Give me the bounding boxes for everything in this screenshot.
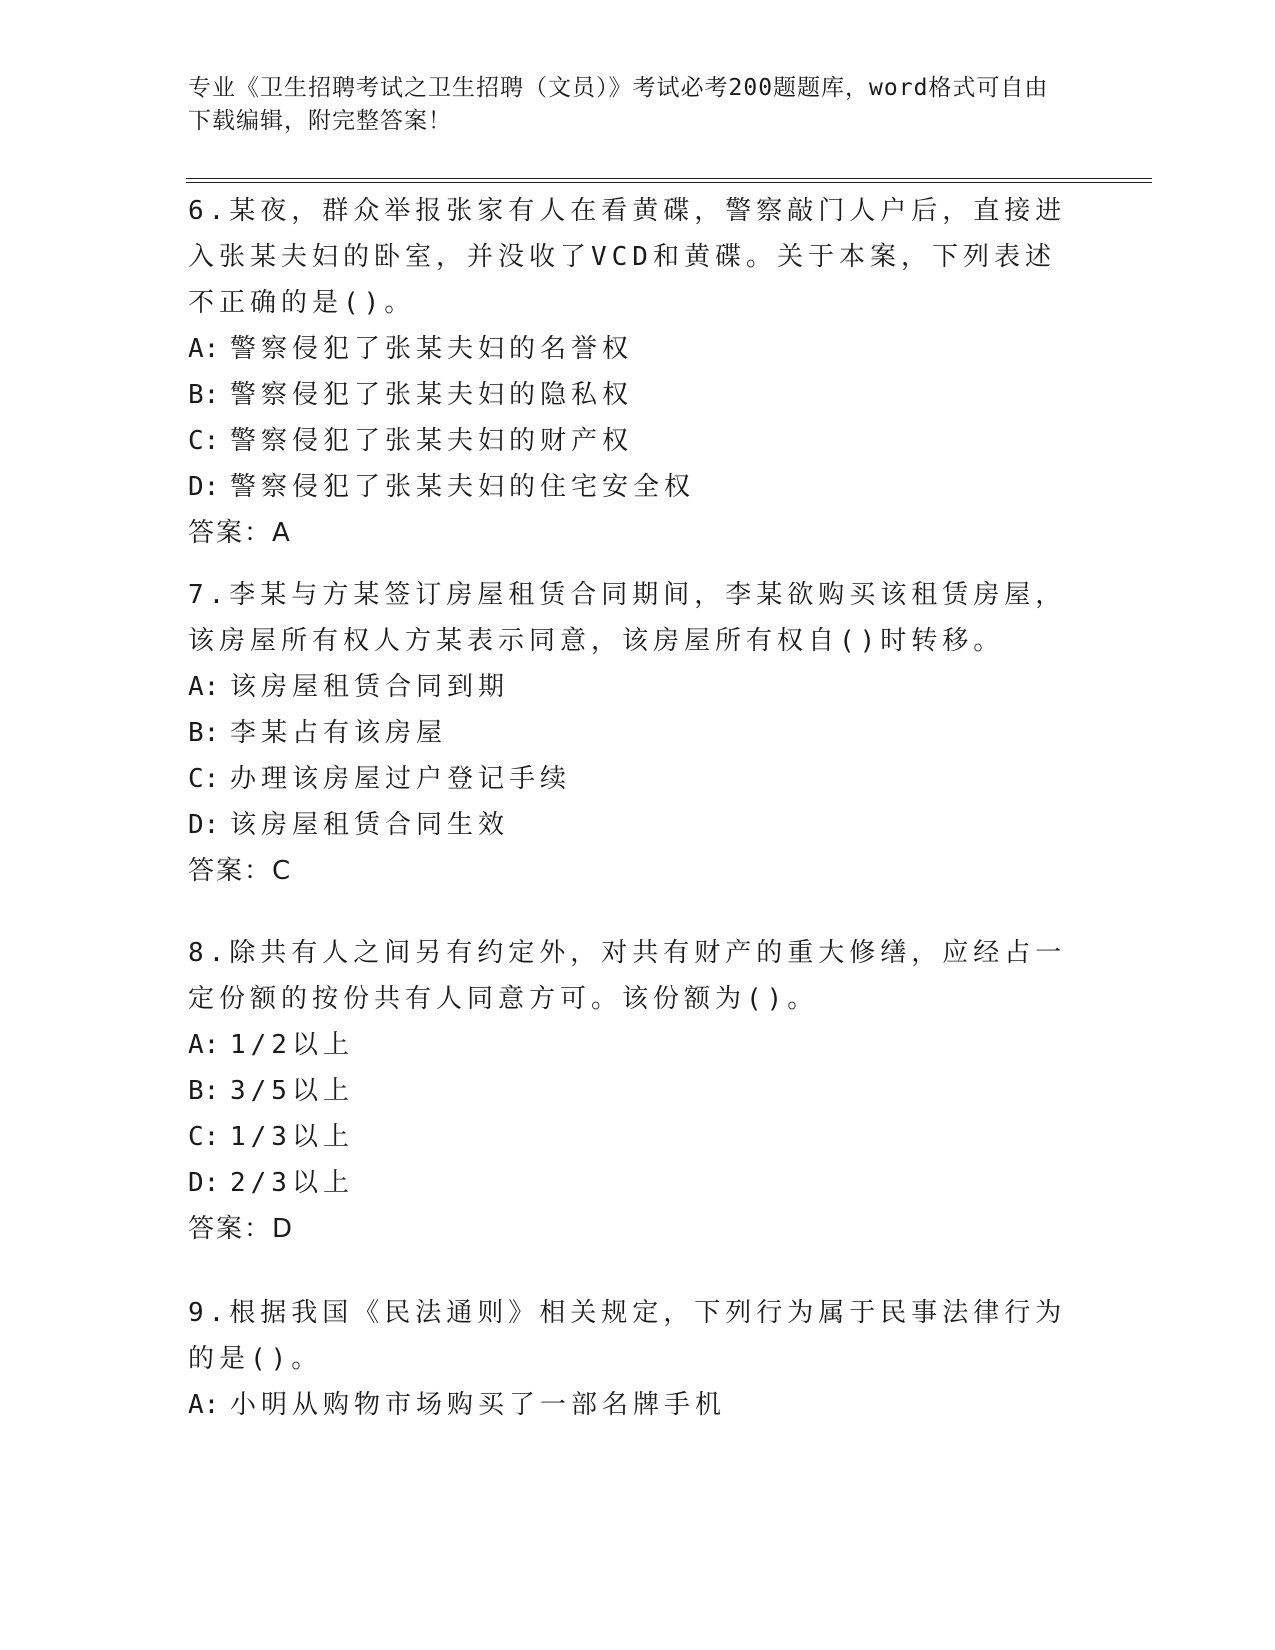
question-stem: 9.根据我国《民法通则》相关规定，下列行为属于民事法律行为的是()。 xyxy=(188,1298,1067,1374)
answer-label: 答案： xyxy=(188,1214,273,1244)
option-key: C: xyxy=(188,1122,220,1152)
option-text: 警察侵犯了张某夫妇的住宅安全权 xyxy=(230,472,696,502)
option-text: 该房屋租赁合同生效 xyxy=(230,810,510,840)
answer-label: 答案： xyxy=(188,518,273,548)
option-text: 1/3以上 xyxy=(230,1122,354,1152)
question-6 xyxy=(188,188,1068,556)
question-stem: 8.除共有人之间另有约定外，对共有财产的重大修缮，应经占一定份额的按份共有人同意方可。该份额为()。 xyxy=(188,938,1067,1014)
document-header: 专业《卫生招聘考试之卫生招聘（文员）》考试必考200题题库，word格式可自由下载编辑，附完整答案！ xyxy=(188,75,1049,134)
option-a xyxy=(188,326,1068,372)
option-key: B: xyxy=(188,718,220,748)
question-9 xyxy=(188,1290,1068,1428)
option-text: 警察侵犯了张某夫妇的隐私权 xyxy=(230,380,634,410)
answer-value: A xyxy=(272,518,292,548)
answer-value: D xyxy=(272,1214,295,1244)
option-key: B: xyxy=(188,1076,220,1106)
option-c xyxy=(188,756,1068,802)
option-text: 警察侵犯了张某夫妇的财产权 xyxy=(230,426,634,456)
option-text: 该房屋租赁合同到期 xyxy=(230,672,510,702)
answer-label: 答案： xyxy=(188,856,273,886)
option-key: A: xyxy=(188,334,220,364)
option-text: 小明从购物市场购买了一部名牌手机 xyxy=(230,1390,727,1420)
option-d xyxy=(188,802,1068,848)
option-text: 警察侵犯了张某夫妇的名誉权 xyxy=(230,334,634,364)
header-divider xyxy=(186,178,1152,183)
answer-line xyxy=(188,510,1068,556)
option-key: B: xyxy=(188,380,220,410)
option-key: D: xyxy=(188,810,220,840)
option-d xyxy=(188,1160,1068,1206)
option-key: C: xyxy=(188,426,220,456)
option-text: 李某占有该房屋 xyxy=(230,718,448,748)
option-d xyxy=(188,464,1068,510)
question-stem: 7.李某与方某签订房屋租赁合同期间，李某欲购买该租赁房屋，该房屋所有权人方某表示同意，该房屋所有权自()时转移。 xyxy=(188,580,1067,656)
option-b xyxy=(188,1068,1068,1114)
question-stem: 6.某夜，群众举报张家有人在看黄碟，警察敲门人户后，直接进入张某夫妇的卧室，并没收了VCD和黄碟。关于本案，下列表述不正确的是()。 xyxy=(188,196,1067,318)
question-8 xyxy=(188,930,1068,1252)
option-key: A: xyxy=(188,1390,220,1420)
option-key: D: xyxy=(188,472,220,502)
option-text: 1/2以上 xyxy=(230,1030,354,1060)
answer-line xyxy=(188,1206,1068,1252)
option-key: C: xyxy=(188,764,220,794)
option-b xyxy=(188,710,1068,756)
option-text: 2/3以上 xyxy=(230,1168,354,1198)
option-a xyxy=(188,664,1068,710)
option-key: A: xyxy=(188,672,220,702)
option-b xyxy=(188,372,1068,418)
option-key: D: xyxy=(188,1168,220,1198)
option-text: 办理该房屋过户登记手续 xyxy=(230,764,572,794)
option-a xyxy=(188,1022,1068,1068)
option-text: 3/5以上 xyxy=(230,1076,354,1106)
question-7 xyxy=(188,572,1068,894)
option-c xyxy=(188,1114,1068,1160)
option-c xyxy=(188,418,1068,464)
option-a xyxy=(188,1382,1068,1428)
answer-line xyxy=(188,848,1068,894)
option-key: A: xyxy=(188,1030,220,1060)
answer-value: C xyxy=(272,856,293,886)
